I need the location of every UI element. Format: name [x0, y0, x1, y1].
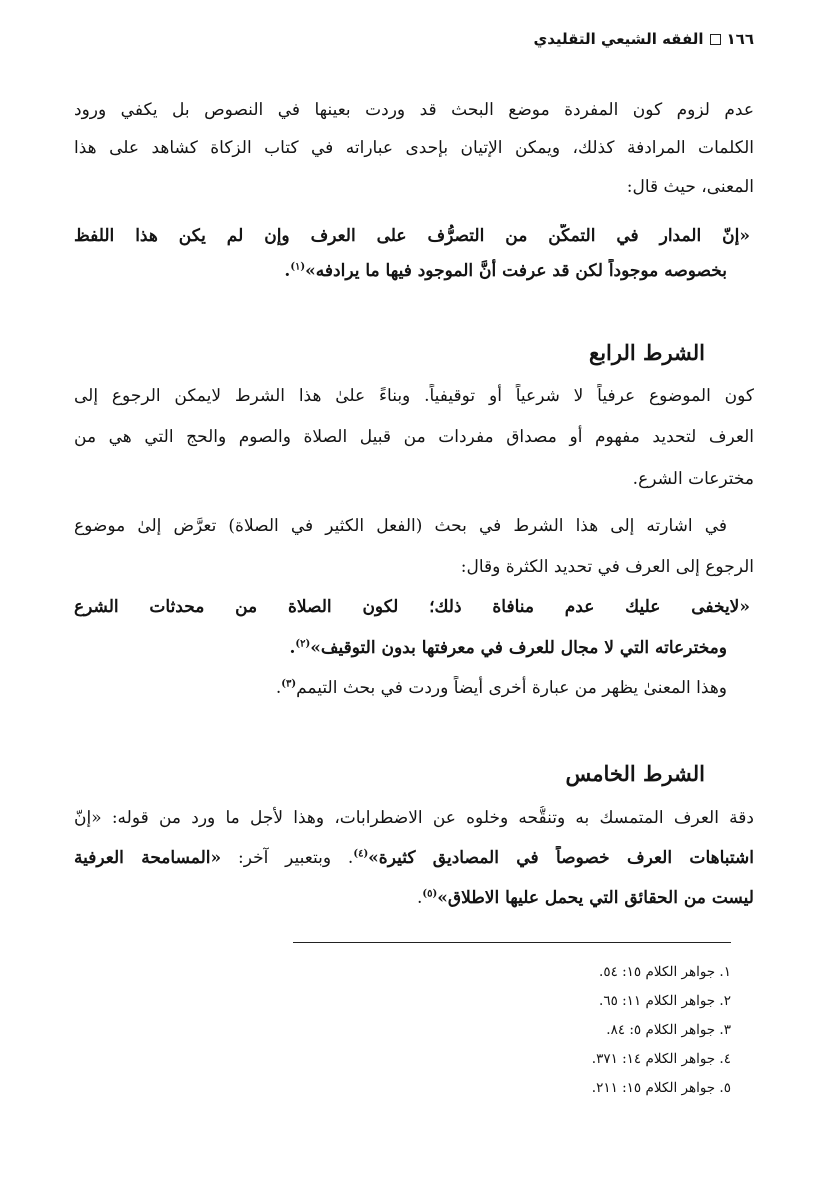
- footnote-ref-5: (٥): [422, 888, 438, 900]
- paragraph-5-line-1: دقة العرف المتمسك به وتنقُّحه وخلوه عن الاضطرابات، وهذا لأجل ما ورد من قوله: «إنّ: [74, 808, 754, 828]
- footnote-2: ٢. جواهر الكلام ١١: ٦٥.: [599, 993, 731, 1009]
- quote-1-line-2: بخصوصه موجوداً لكن قد عرفت أنَّ الموجود فيها ما يرادفه»$^{(١)}$.: [284, 261, 727, 281]
- paragraph-5-connector: . وبتعبير آخر:: [221, 848, 354, 868]
- paragraph-5-line-2: [74, 846, 754, 870]
- running-header: [74, 30, 754, 48]
- quote-2-line-2: ومخترعاته التي لا مجال للعرف في معرفتها بدون التوقيف»$^{(٢)}$.: [289, 638, 727, 658]
- footnote-ref-2: (٢): [295, 638, 311, 650]
- quote-4-start: «المسامحة العرفية: [74, 848, 222, 868]
- paragraph-1-line-3: المعنى، حيث قال:: [626, 177, 754, 197]
- footnote-ref-4: (٤): [353, 848, 369, 860]
- book-title: الفقه الشيعي التقليدي: [533, 30, 704, 48]
- footnote-ref-1: (١): [290, 261, 306, 273]
- page-number: ١٦٦: [726, 30, 754, 48]
- quote-2-text: ومخترعاته التي لا مجال للعرف في معرفتها بدون التوقيف»: [310, 638, 727, 658]
- quote-3-text: اشتباهات العرف خصوصاً في المصاديق كثيرة»: [368, 848, 754, 868]
- section-heading-fifth-condition: الشرط الخامس: [565, 761, 705, 786]
- footnote-3: ٣. جواهر الكلام ٥: ٨٤.: [606, 1022, 731, 1038]
- footnote-4: ٤. جواهر الكلام ١٤: ٣٧١.: [591, 1051, 731, 1067]
- quote-1-text: بخصوصه موجوداً لكن قد عرفت أنَّ الموجود فيها ما يرادفه»: [305, 261, 727, 281]
- paragraph-3-line-1: في اشارته إلى هذا الشرط في بحث (الفعل الكثير في الصلاة) تعرَّض إلىٰ موضوع: [74, 516, 727, 536]
- quote-2-line-1: «لايخفى عليك عدم منافاة ذلك؛ لكون الصلاة من محدثات الشرع: [74, 597, 750, 617]
- paragraph-2-line-2: العرف لتحديد مفهوم أو مصداق مفردات من قبيل الصلاة والصوم والحج التي هي من: [74, 427, 754, 447]
- paragraph-4: وهذا المعنىٰ يظهر من عبارة أخرى أيضاً وردت في بحث التيمم$^{(٣)}$.: [275, 678, 727, 698]
- paragraph-2-line-1: كون الموضوع عرفياً لا شرعياً أو توقيفياً. وبناءً علىٰ هذا الشرط لايمكن الرجوع إلى: [74, 386, 754, 406]
- paragraph-1-line-1: عدم لزوم كون المفردة موضع البحث قد وردت بعينها في النصوص بل يكفي ورود: [74, 100, 754, 120]
- section-heading-fourth-condition: الشرط الرابع: [589, 340, 705, 365]
- paragraph-5-line-3: ليست من الحقائق التي يحمل عليها الاطلاق»$^{(٥)}$.: [417, 888, 754, 908]
- footnote-1: ١. جواهر الكلام ١٥: ٥٤.: [599, 964, 731, 980]
- square-separator-icon: [710, 34, 721, 45]
- paragraph-2-line-3: مخترعات الشرع.: [632, 469, 754, 489]
- footnote-divider: [293, 942, 731, 943]
- quote-4-end: ليست من الحقائق التي يحمل عليها الاطلاق»: [437, 888, 754, 908]
- footnote-5: ٥. جواهر الكلام ١٥: ٢١١.: [591, 1080, 731, 1096]
- footnote-ref-3: (٣): [281, 678, 297, 690]
- quote-1-line-1: «إنّ المدار في التمكُّن من التصرُّف على العرف وإن لم يكن هذا اللفظ: [74, 226, 750, 246]
- paragraph-3-line-2: الرجوع إلى العرف في تحديد الكثرة وقال:: [460, 557, 754, 577]
- paragraph-1-line-2: الكلمات المرادفة كذلك، ويمكن الإتيان بإحدى عباراته في كتاب الزكاة كشاهد على هذا: [74, 138, 754, 158]
- paragraph-4-text: وهذا المعنىٰ يظهر من عبارة أخرى أيضاً وردت في بحث التيمم: [296, 678, 727, 698]
